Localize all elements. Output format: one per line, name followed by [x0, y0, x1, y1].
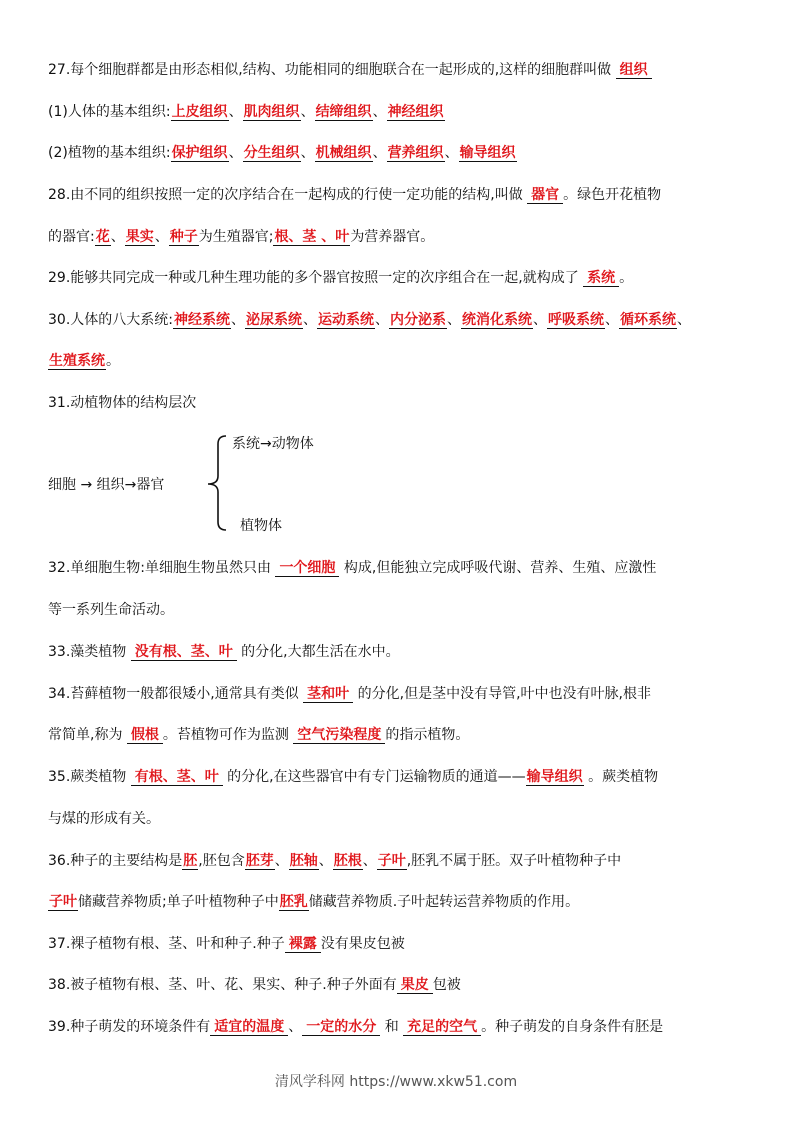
- answer-blank: 种子: [169, 229, 198, 245]
- answer-blank: 生殖系统: [49, 353, 105, 369]
- separator: 、: [228, 104, 243, 120]
- footer-watermark: 清风学科网 https://www.xkw51.com: [274, 1074, 518, 1090]
- q28-text-c: 的器官:: [48, 229, 95, 245]
- answer-blank: 保护组织: [171, 145, 228, 161]
- q35-text-d: 与煤的形成有关。: [48, 811, 160, 827]
- q27-2-line: [48, 143, 748, 163]
- separator: 、: [154, 229, 169, 245]
- answer-blank: 胚轴: [289, 853, 318, 869]
- separator: 、: [362, 853, 377, 869]
- q32-line-1: [48, 558, 748, 578]
- separator: 、: [372, 104, 387, 120]
- answer-blank: 分生组织: [243, 145, 300, 161]
- q28-text-d: 为生殖器官;: [198, 229, 274, 245]
- answer-blank: 器官: [527, 187, 563, 204]
- diagram-plant-branch: 植物体: [240, 518, 282, 534]
- q33-line: [48, 642, 748, 662]
- answer-blank: 有根、茎、叶: [131, 769, 223, 786]
- q37-line: [48, 934, 748, 954]
- q27-1-prefix: (1)人体的基本组织:: [48, 104, 171, 120]
- answer-blank: 内分泌系: [389, 312, 446, 328]
- q39-text-b: 和: [384, 1019, 399, 1035]
- answer-blank: 呼吸系统: [547, 312, 604, 328]
- diagram-cell-tissue-organ: 细胞 → 组织→器官: [48, 477, 165, 493]
- answer-blank: 一个细胞: [275, 560, 339, 577]
- separator: 、: [288, 1019, 303, 1035]
- q34-text-d: 。苔植物可作为监测: [162, 727, 289, 743]
- q34-text: 34.苔藓植物一般都很矮小,通常具有类似: [48, 686, 299, 702]
- answer-blank: 胚根: [333, 853, 362, 869]
- answer-blank: 裸露: [285, 936, 321, 953]
- answer-blank: 输导组织: [526, 769, 583, 785]
- answer-blank: 花: [95, 229, 110, 245]
- separator: 、: [110, 229, 125, 245]
- answer-blank: 胚芽: [245, 853, 274, 869]
- q38-text-b: 包被: [432, 977, 461, 993]
- q39-line: [48, 1017, 748, 1037]
- q30-line-1: [48, 310, 748, 330]
- q30-line-2: [48, 351, 748, 371]
- q34-text-b: 的分化,但是茎中没有导管,叶中也没有叶脉,根非: [357, 686, 651, 702]
- q36-line-2: [48, 892, 748, 912]
- answer-blank: 一定的水分: [302, 1019, 380, 1036]
- separator: 、: [604, 312, 619, 328]
- q38-line: [48, 975, 748, 995]
- answer-blank: 统消化系统: [461, 312, 532, 328]
- q36-text-e: 储藏营养物质.子叶起转运营养物质的作用。: [308, 894, 580, 910]
- q39-text: 39.种子萌发的环境条件有: [48, 1019, 211, 1035]
- answer-blank: 机械组织: [315, 145, 372, 161]
- separator: 、: [318, 853, 333, 869]
- q39-text-c: 。种子萌发的自身条件有胚是: [481, 1019, 664, 1035]
- q31-title-text: 31.动植物体的结构层次: [48, 395, 197, 411]
- answer-blank: 组织: [616, 62, 652, 79]
- answer-blank: 输导组织: [459, 145, 516, 161]
- q29-text: 29.能够共同完成一种或几种生理功能的多个器官按照一定的次序组合在一起,就构成了: [48, 270, 579, 286]
- q28-line-1: [48, 185, 748, 205]
- q32-text: 32.单细胞生物:单细胞生物虽然只由: [48, 560, 271, 576]
- q27-line: [48, 60, 748, 80]
- q28-text-e: 为营养器官。: [350, 229, 435, 245]
- q32-text-b: 构成,但能独立完成呼吸代谢、营养、生殖、应激性: [343, 560, 657, 576]
- answer-blank: 适宜的温度: [210, 1019, 288, 1036]
- q38-text: 38.被子植物有根、茎、叶、花、果实、种子.种子外面有: [48, 977, 397, 993]
- q29-text-b: 。: [619, 270, 634, 286]
- q34-text-e: 的指示植物。: [385, 727, 470, 743]
- separator: 、: [274, 853, 289, 869]
- separator: 、: [676, 312, 691, 328]
- q33-text: 33.藻类植物: [48, 644, 127, 660]
- answer-blank: 运动系统: [317, 312, 374, 328]
- q36-text: 36.种子的主要结构是: [48, 853, 183, 869]
- q29-line: [48, 268, 748, 288]
- separator: 、: [374, 312, 389, 328]
- separator: 、: [230, 312, 245, 328]
- q36-text-d: 储藏营养物质;单子叶植物种子中: [78, 894, 279, 910]
- q34-text-c: 常简单,称为: [48, 727, 123, 743]
- answer-blank: 神经组织: [387, 104, 444, 120]
- q37-text: 37.裸子植物有根、茎、叶和种子.种子: [48, 936, 285, 952]
- q30-prefix: 30.人体的八大系统:: [48, 312, 173, 328]
- q35-text-b: 的分化,在这些器官中有专门运输物质的通道——: [227, 769, 526, 785]
- q32-line-2: [48, 600, 748, 620]
- q35-text: 35.蕨类植物: [48, 769, 127, 785]
- answer-blank: 子叶: [377, 853, 406, 869]
- answer-blank: 营养组织: [387, 145, 444, 161]
- q35-text-c: 。蕨类植物: [588, 769, 659, 785]
- answer-blank: 茎和叶: [303, 686, 353, 703]
- q36-text-c: ,胚乳不属于胚。双子叶植物种子中: [406, 853, 622, 869]
- answer-blank: 神经系统: [173, 312, 230, 328]
- q32-text-c: 等一系列生命活动。: [48, 602, 174, 618]
- answer-blank: 上皮组织: [171, 104, 228, 120]
- separator: 、: [228, 145, 243, 161]
- answer-blank: 子叶: [49, 894, 77, 910]
- q27-1-line: [48, 102, 748, 122]
- separator: 、: [446, 312, 461, 328]
- answer-blank: 空气污染程度: [293, 727, 385, 744]
- q35-line-2: [48, 809, 748, 829]
- separator: 、: [372, 145, 387, 161]
- q37-text-b: 没有果皮包被: [320, 936, 405, 952]
- q31-title: [48, 393, 748, 413]
- q28-text: 28.由不同的组织按照一定的次序结合在一起构成的行使一定功能的结构,叫做: [48, 187, 523, 203]
- q28-text-b: 。绿色开花植物: [563, 187, 662, 203]
- answer-blank: 根、茎 、叶: [274, 229, 350, 245]
- q35-line-1: [48, 767, 748, 787]
- separator: 、: [300, 145, 315, 161]
- separator: 、: [302, 312, 317, 328]
- q28-line-2: [48, 227, 748, 247]
- answer-blank: 充足的空气: [403, 1019, 481, 1036]
- answer-blank: 假根: [127, 727, 163, 744]
- q36-line-1: [48, 851, 748, 871]
- answer-blank: 循环系统: [619, 312, 676, 328]
- answer-blank: 胚乳: [279, 894, 308, 910]
- answer-blank: 果实: [125, 229, 154, 245]
- separator: 、: [532, 312, 547, 328]
- separator: 、: [300, 104, 315, 120]
- answer-blank: 没有根、茎、叶: [131, 644, 237, 661]
- q33-text-b: 的分化,大都生活在水中。: [241, 644, 400, 660]
- answer-blank: 泌尿系统: [245, 312, 302, 328]
- q36-text-b: ,胚包含: [198, 853, 245, 869]
- separator: 、: [444, 145, 459, 161]
- answer-blank: 系统: [583, 270, 619, 287]
- answer-blank: 结缔组织: [315, 104, 372, 120]
- diagram-animal-branch: 系统→动物体: [232, 436, 314, 452]
- q27-text: 27.每个细胞群都是由形态相似,结构、功能相同的细胞联合在一起形成的,这样的细胞群叫做: [48, 62, 612, 78]
- answer-blank: 胚: [183, 853, 198, 869]
- q34-line-1: [48, 684, 748, 704]
- answer-blank: 果皮: [397, 977, 433, 994]
- q30-end: 。: [106, 353, 120, 369]
- structure-diagram: [48, 430, 468, 540]
- q27-2-prefix: (2)植物的基本组织:: [48, 145, 171, 161]
- q34-line-2: [48, 725, 748, 745]
- answer-blank: 肌肉组织: [243, 104, 300, 120]
